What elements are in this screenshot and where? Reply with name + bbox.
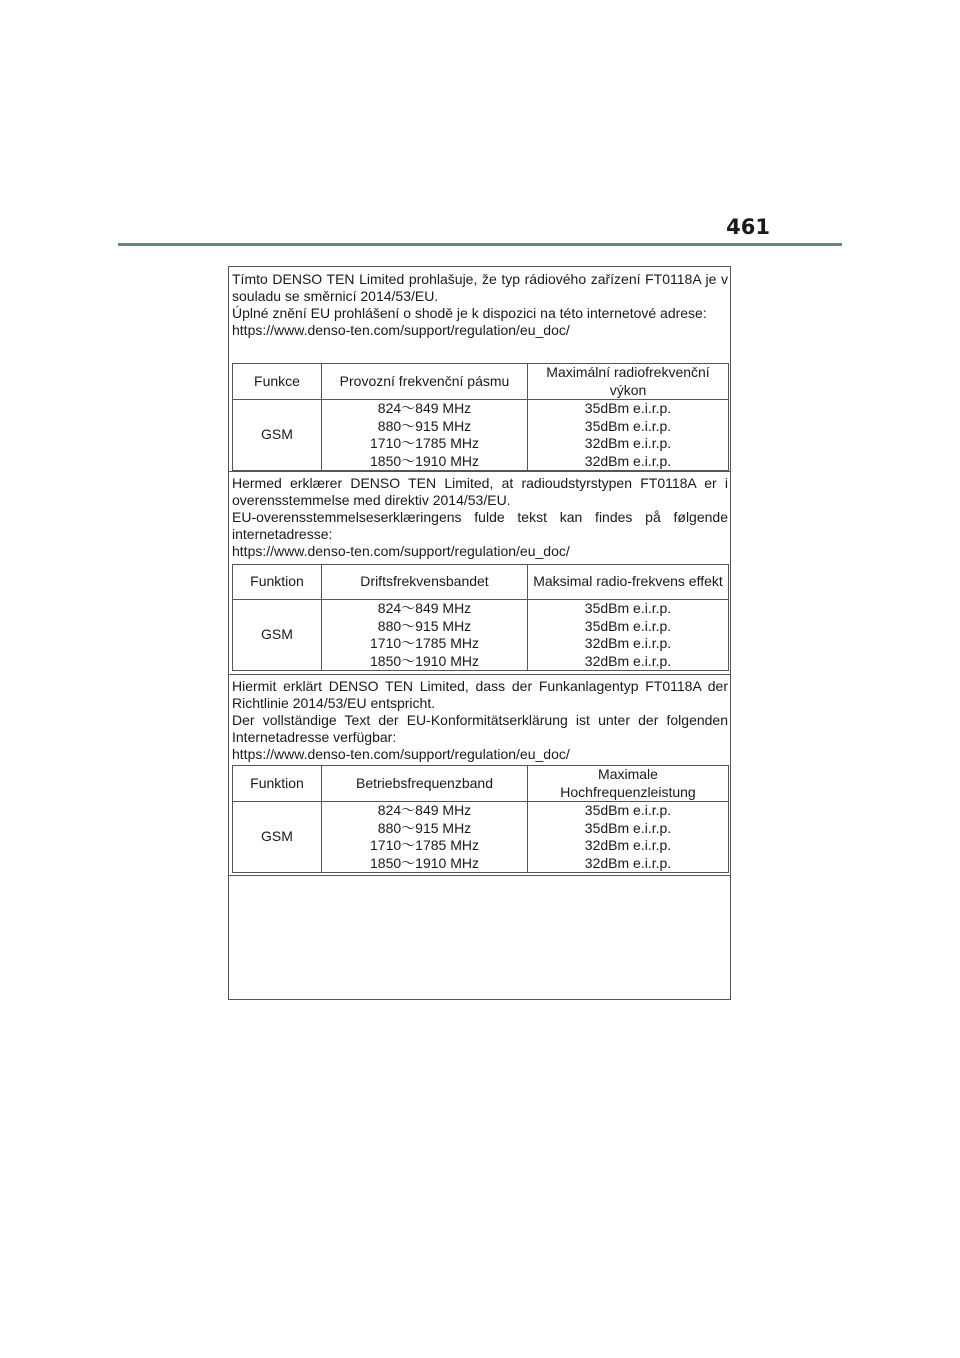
frequency-table — [232, 363, 729, 471]
header-function: Funkce — [233, 364, 322, 400]
cell-powers — [528, 802, 729, 873]
frequency-value: 1850～1910 MHz — [370, 452, 479, 469]
header-max-power: Maximální radiofrekvenční výkon — [528, 364, 729, 400]
table-header-row — [233, 565, 729, 600]
power-value: 35dBm e.i.r.p. — [584, 400, 672, 416]
frequency-value: 1710～1785 MHz — [370, 837, 479, 853]
header-function: Funktion — [233, 766, 322, 802]
cell-frequencies — [322, 400, 528, 471]
cell-frequencies — [322, 802, 528, 873]
table-row — [233, 600, 729, 671]
frequency-value: 880～915 MHz — [377, 617, 472, 634]
declaration-paragraph: Hermed erklærer DENSO TEN Limited, at radioudstyrstypen FT0118A er i overensstemmelse med direktiv 2014/53/EU. — [232, 475, 728, 508]
table-row — [233, 802, 729, 873]
declaration-paragraph: Úplné znění EU prohlášení o shodě je k dispozici na této internetové adrese: — [232, 305, 707, 321]
header-frequency-band: Provozní frekvenční pásmu — [322, 364, 528, 400]
declaration-frame — [228, 266, 731, 1000]
power-value: 32dBm e.i.r.p. — [584, 837, 672, 853]
frequency-value: 1850～1910 MHz — [370, 652, 479, 669]
declaration-paragraph: Der vollständige Text der EU-Konformitätserklärung ist unter der folgenden Internetadresse verfügbar: — [232, 712, 728, 745]
declaration-section-danish — [229, 472, 730, 675]
declaration-url[interactable]: https://www.denso-ten.com/support/regulation/eu_doc/ — [232, 543, 570, 559]
cell-powers — [528, 400, 729, 471]
declaration-url[interactable]: https://www.denso-ten.com/support/regulation/eu_doc/ — [232, 746, 570, 762]
header-max-power: Maksimal radio-frekvens effekt — [528, 565, 729, 600]
frequency-value: 824～849 MHz — [377, 802, 472, 818]
header-function: Funktion — [233, 565, 322, 600]
power-value: 35dBm e.i.r.p. — [584, 802, 672, 818]
power-value: 35dBm e.i.r.p. — [584, 417, 672, 434]
declaration-section-czech — [229, 267, 730, 472]
table-header-row — [233, 766, 729, 802]
declaration-paragraph: Tímto DENSO TEN Limited prohlašuje, že typ rádiového zařízení FT0118A je v souladu se směrnicí 2014/53/EU. — [232, 271, 728, 304]
frequency-value: 880～915 MHz — [377, 417, 472, 434]
power-value: 32dBm e.i.r.p. — [584, 635, 672, 651]
frequency-value: 1850～1910 MHz — [370, 854, 479, 871]
declaration-paragraph: EU-overensstemmelseserklæringens fulde tekst kan findes på følgende internetadresse: — [232, 509, 728, 542]
declaration-paragraph: Hiermit erklärt DENSO TEN Limited, dass der Funkanlagentyp FT0118A der Richtlinie 2014/53/EU entspricht. — [232, 678, 728, 711]
frequency-value: 824～849 MHz — [377, 600, 472, 616]
table-row — [233, 400, 729, 471]
power-value: 32dBm e.i.r.p. — [584, 854, 672, 871]
frequency-value: 880～915 MHz — [377, 819, 472, 836]
frequency-value: 824～849 MHz — [377, 400, 472, 416]
frequency-table — [232, 564, 729, 671]
cell-function: GSM — [233, 802, 322, 873]
header-frequency-band: Betriebsfrequenzband — [322, 766, 528, 802]
header-rule — [118, 243, 842, 246]
power-value: 35dBm e.i.r.p. — [584, 819, 672, 836]
cell-frequencies — [322, 600, 528, 671]
frequency-value: 1710～1785 MHz — [370, 635, 479, 651]
power-value: 32dBm e.i.r.p. — [584, 452, 672, 469]
declaration-url[interactable]: https://www.denso-ten.com/support/regulation/eu_doc/ — [232, 322, 570, 338]
power-value: 35dBm e.i.r.p. — [584, 617, 672, 634]
header-frequency-band: Driftsfrekvensbandet — [322, 565, 528, 600]
frequency-table — [232, 765, 729, 873]
power-value: 35dBm e.i.r.p. — [584, 600, 672, 616]
power-value: 32dBm e.i.r.p. — [584, 435, 672, 451]
header-max-power: Maximale Hochfrequenzleistung — [528, 766, 729, 802]
declaration-section-german — [229, 675, 730, 876]
cell-function: GSM — [233, 400, 322, 471]
power-value: 32dBm e.i.r.p. — [584, 652, 672, 669]
page-number: 461 — [726, 215, 770, 239]
table-header-row — [233, 364, 729, 400]
cell-function: GSM — [233, 600, 322, 671]
cell-powers — [528, 600, 729, 671]
blank-area — [229, 876, 730, 999]
frequency-value: 1710～1785 MHz — [370, 435, 479, 451]
